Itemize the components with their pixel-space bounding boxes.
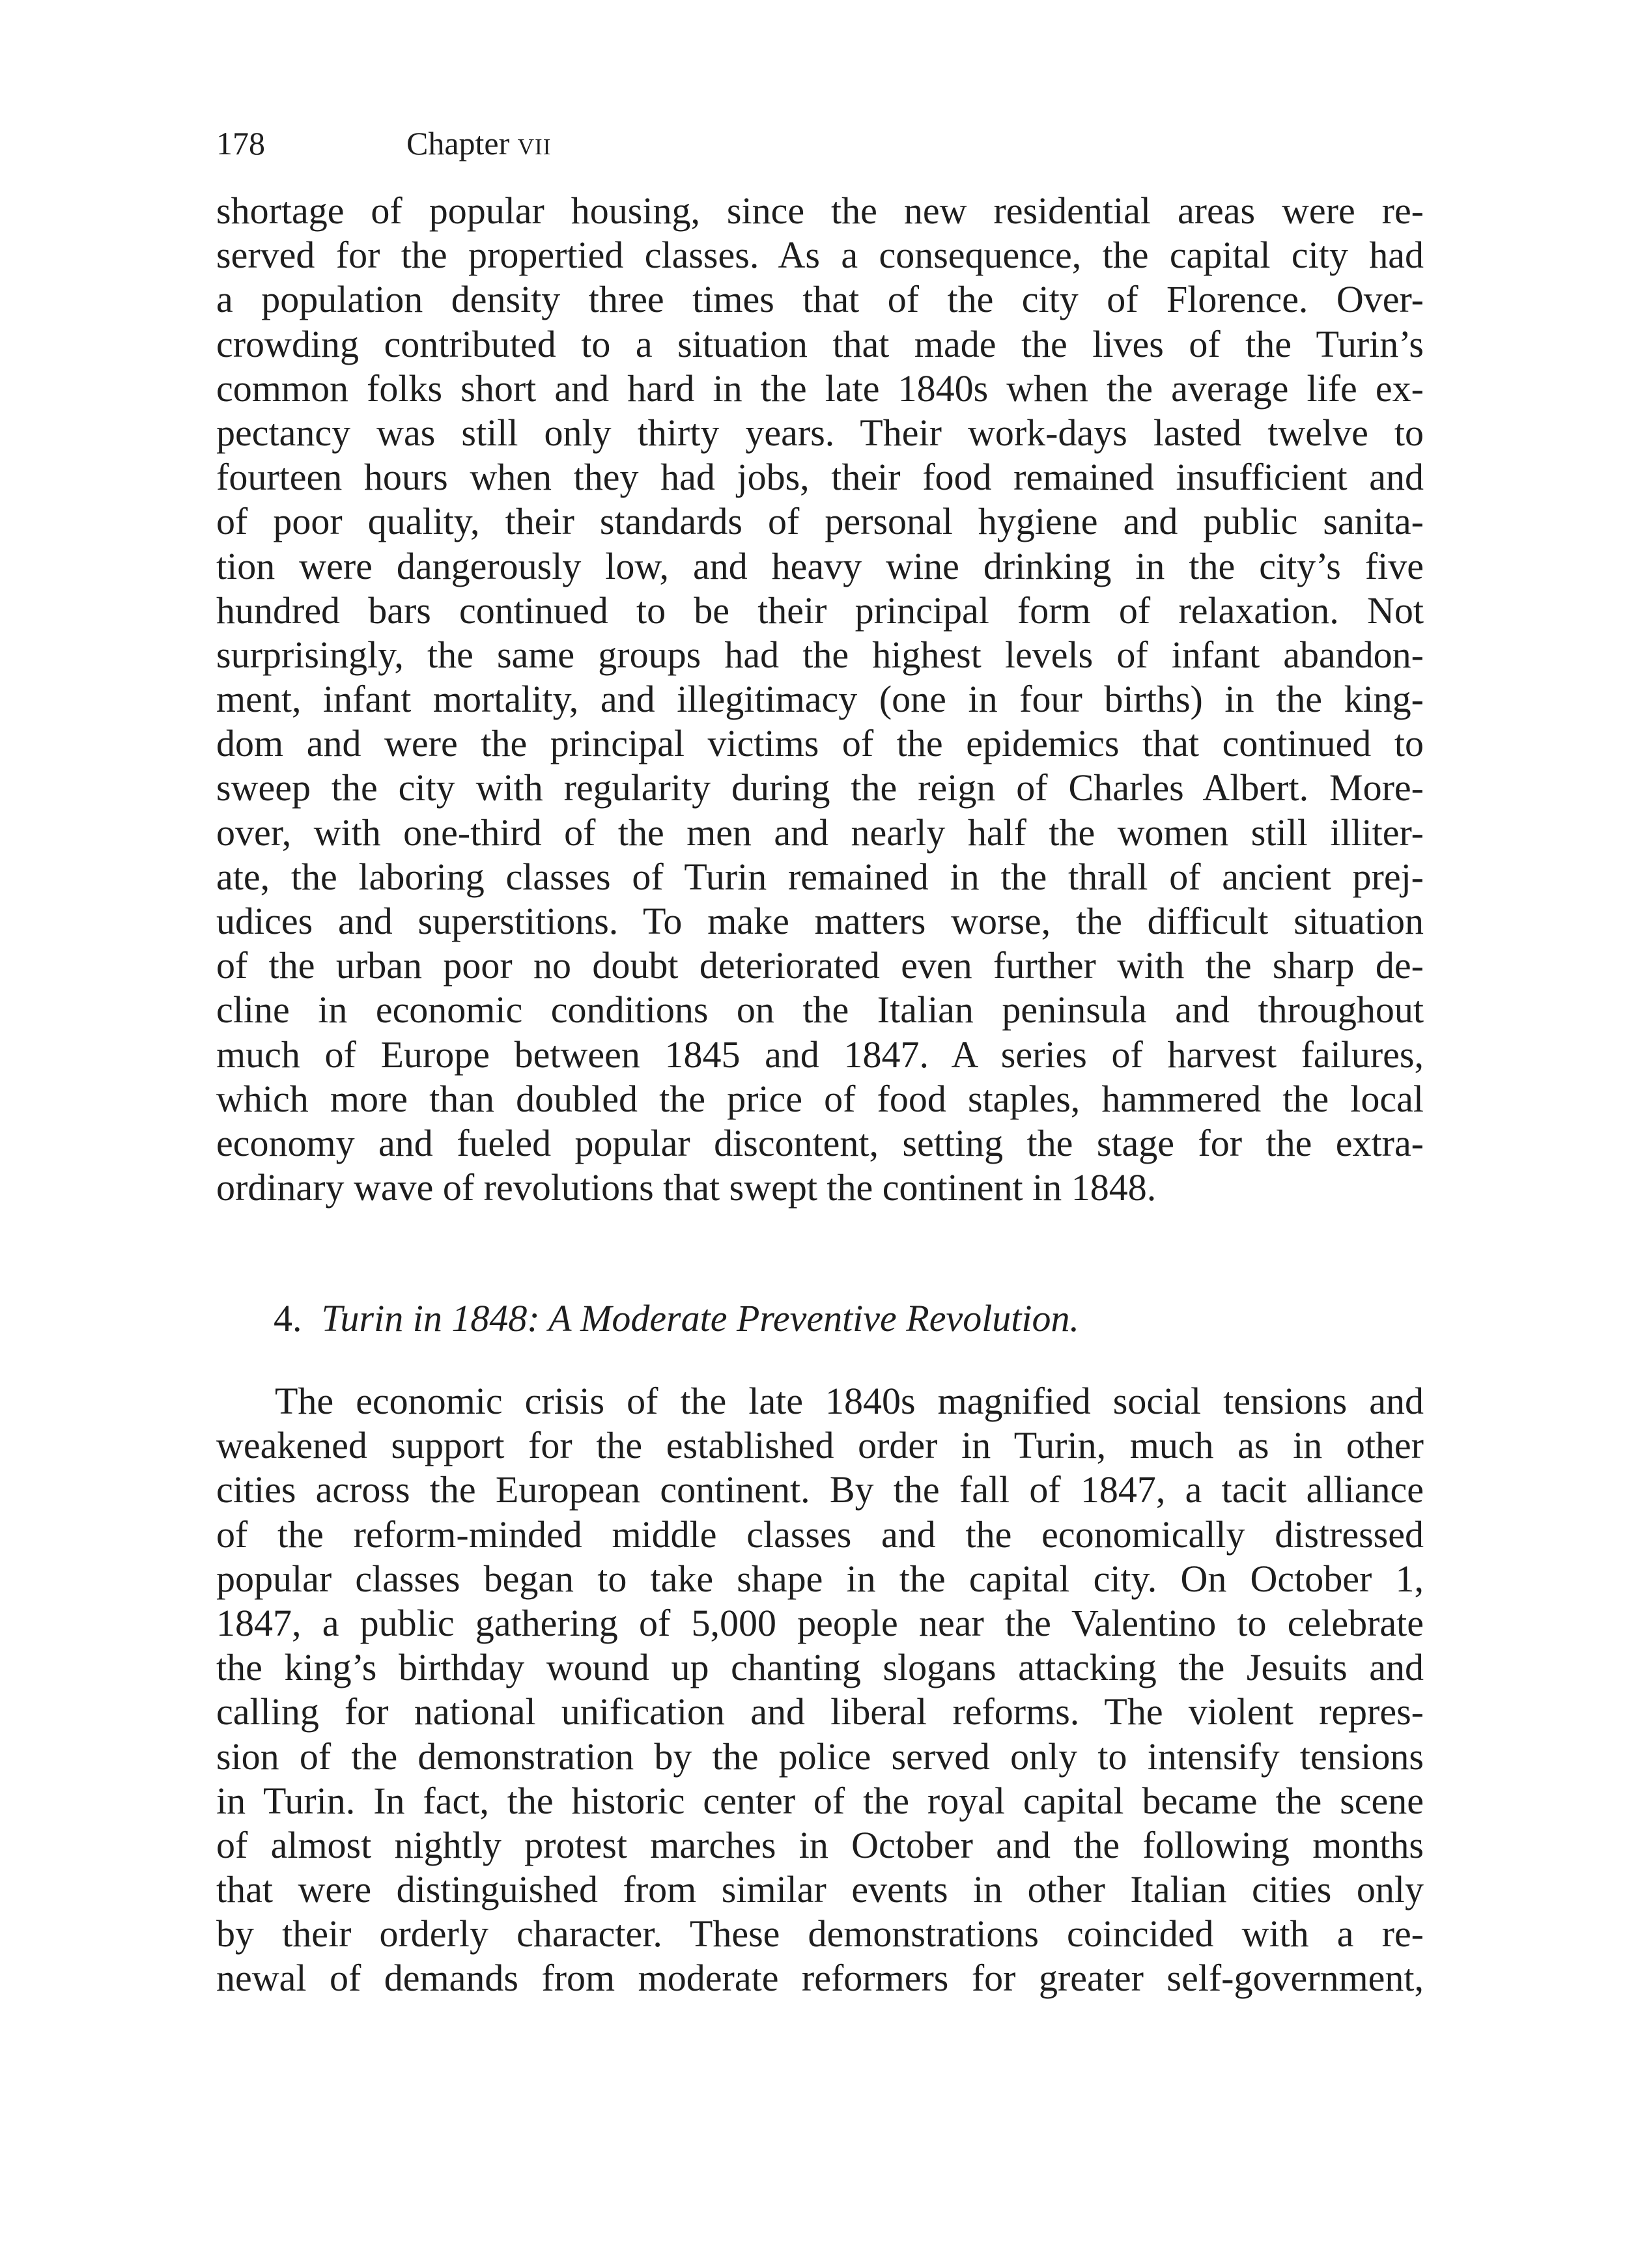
chapter-label: Chapter xyxy=(406,125,510,161)
text-line: economy and fueled popular discontent, setting the stage for the extra- xyxy=(216,1121,1424,1164)
text-line: dom and were the principal victims of the epidemics that continued to xyxy=(216,722,1424,765)
section-title: Turin in 1848: A Moderate Preventive Revolution. xyxy=(321,1297,1080,1339)
paragraph-1 xyxy=(216,189,1424,1210)
text-line: tion were dangerously low, and heavy wine drinking in the city’s five xyxy=(216,544,1424,587)
text-line: calling for national unification and liberal reforms. The violent repres- xyxy=(216,1690,1424,1733)
page-number: 178 xyxy=(216,125,265,161)
text-line: cline in economic conditions on the Italian peninsula and throughout xyxy=(216,988,1424,1031)
text-line: by their orderly character. These demonstrations coincided with a re- xyxy=(216,1912,1424,1955)
text-line: 1847, a public gathering of 5,000 people near the Valentino to celebrate xyxy=(216,1601,1424,1644)
text-line: the king’s birthday wound up chanting slogans attacking the Jesuits and xyxy=(216,1646,1424,1689)
text-line: of poor quality, their standards of personal hygiene and public sanita- xyxy=(216,500,1424,543)
text-line: newal of demands from moderate reformers for greater self-government, xyxy=(216,1957,1424,2000)
text-line: a population density three times that of the city of Florence. Over- xyxy=(216,278,1424,321)
paragraph-2 xyxy=(216,1379,1424,2001)
text-line: cities across the European continent. By the fall of 1847, a tacit alliance xyxy=(216,1468,1424,1511)
text-line: that were distinguished from similar events in other Italian cities only xyxy=(216,1868,1424,1911)
text-line: udices and superstitions. To make matters worse, the difficult situation xyxy=(216,900,1424,942)
text-line: of the reform-minded middle classes and the economically distressed xyxy=(216,1513,1424,1556)
text-line: ment, infant mortality, and illegitimacy (one in four births) in the king- xyxy=(216,678,1424,721)
running-head xyxy=(216,124,551,163)
text-line: in Turin. In fact, the historic center of the royal capital became the scene xyxy=(216,1779,1424,1822)
text-line: of almost nightly protest marches in October and the following months xyxy=(216,1823,1424,1866)
text-line: hundred bars continued to be their principal form of relaxation. Not xyxy=(216,589,1424,632)
text-line: common folks short and hard in the late 1840s when the average life ex- xyxy=(216,367,1424,410)
text-line: crowding contributed to a situation that made the lives of the Turin’s xyxy=(216,322,1424,365)
text-line: popular classes began to take shape in the capital city. On October 1, xyxy=(216,1557,1424,1600)
section-heading xyxy=(274,1296,1079,1341)
text-line: surprisingly, the same groups had the highest levels of infant abandon- xyxy=(216,633,1424,676)
text-line: over, with one-third of the men and nearly half the women still illiter- xyxy=(216,811,1424,854)
text-line: served for the propertied classes. As a consequence, the capital city had xyxy=(216,234,1424,277)
text-line: pectancy was still only thirty years. Their work-days lasted twelve to xyxy=(216,411,1424,454)
text-line: sweep the city with regularity during the reign of Charles Albert. More- xyxy=(216,766,1424,809)
text-line: of the urban poor no doubt deteriorated even further with the sharp de- xyxy=(216,944,1424,987)
text-line: much of Europe between 1845 and 1847. A series of harvest failures, xyxy=(216,1033,1424,1076)
text-line: sion of the demonstration by the police served only to intensify tensions xyxy=(216,1735,1424,1778)
chapter-numeral: vii xyxy=(517,125,552,161)
text-line: fourteen hours when they had jobs, their food remained insufficient and xyxy=(216,456,1424,499)
text-line: ate, the laboring classes of Turin remained in the thrall of ancient prej- xyxy=(216,855,1424,898)
text-line: The economic crisis of the late 1840s magnified social tensions and xyxy=(275,1380,1424,1422)
text-line: which more than doubled the price of food staples, hammered the local xyxy=(216,1077,1424,1120)
section-number: 4. xyxy=(274,1297,302,1339)
text-line: weakened support for the established order in Turin, much as in other xyxy=(216,1424,1424,1467)
text-line: ordinary wave of revolutions that swept the continent in 1848. xyxy=(216,1166,1157,1209)
text-line: shortage of popular housing, since the new residential areas were re- xyxy=(216,189,1424,232)
